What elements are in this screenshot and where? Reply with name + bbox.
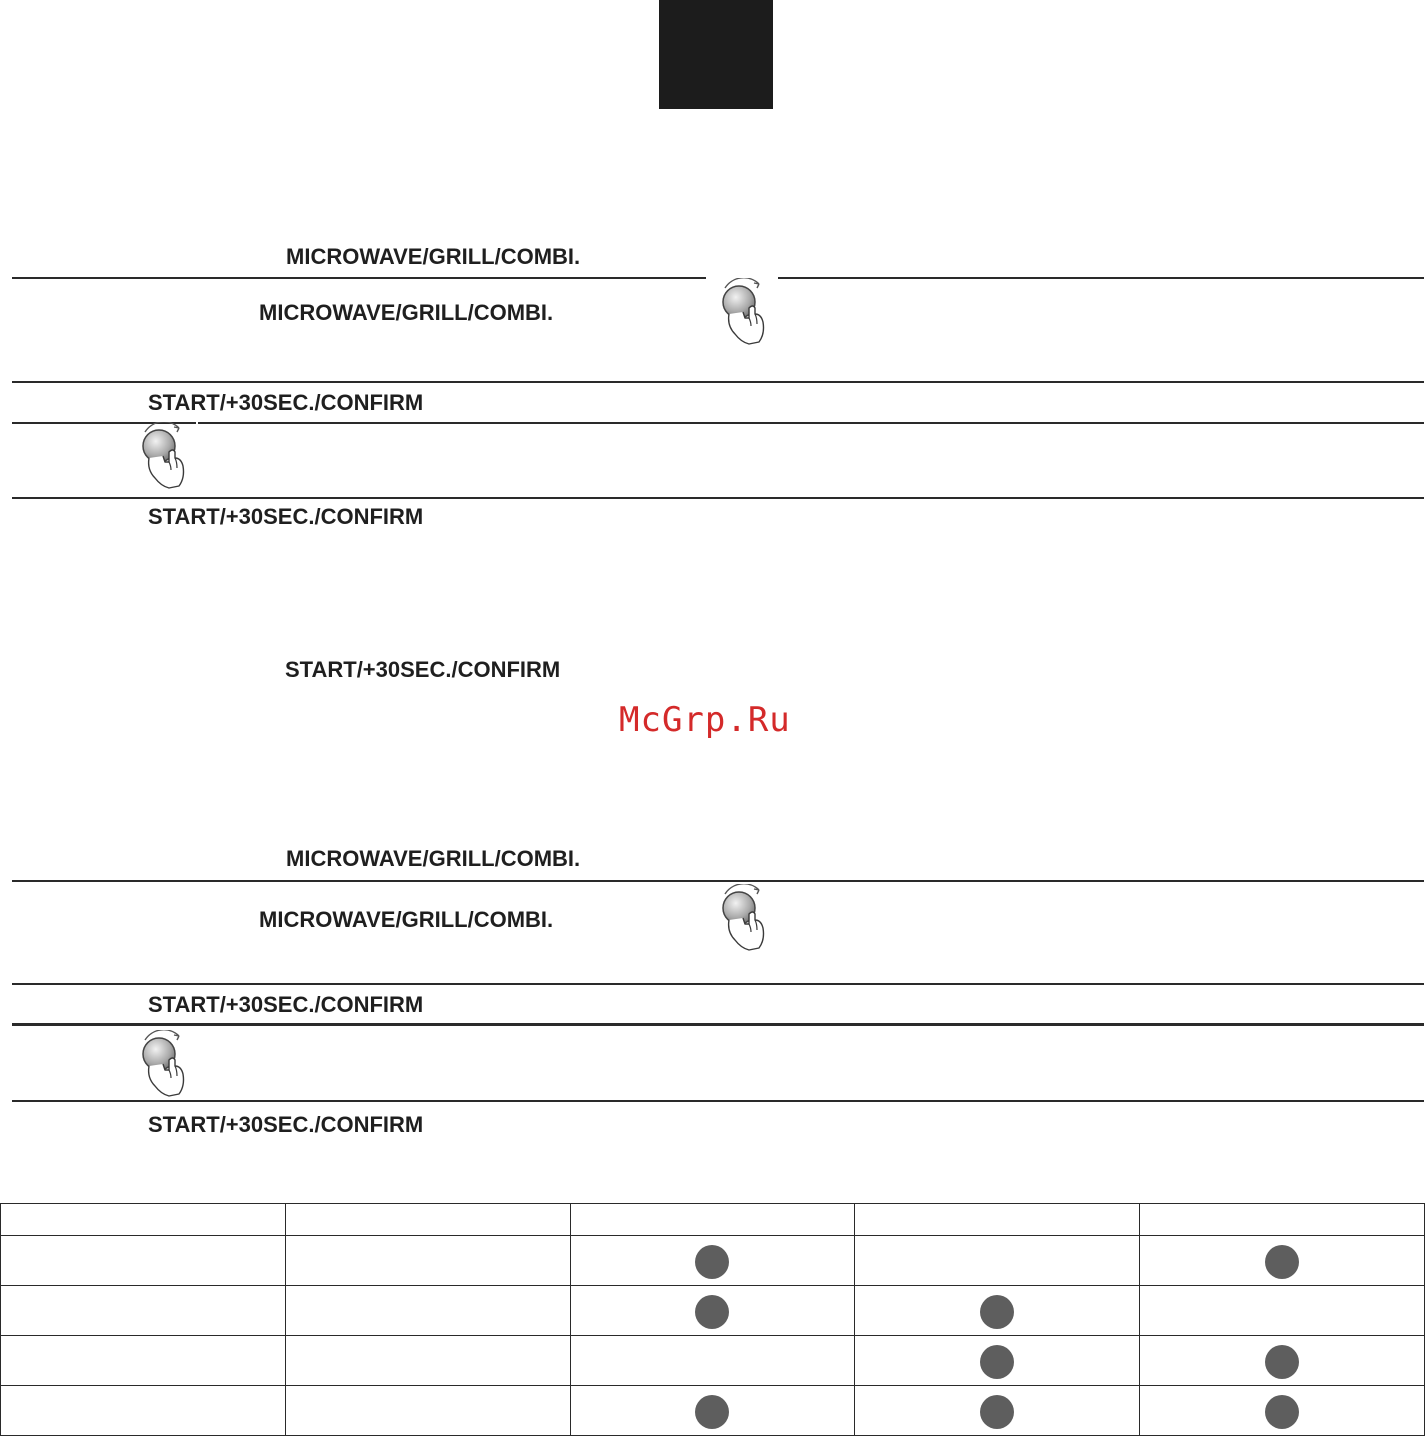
table-cell — [1, 1336, 286, 1386]
section1-step2-button-label: START/+30SEC./CONFIRM — [148, 390, 424, 415]
table-cell — [855, 1236, 1140, 1286]
section1-intro-button-label: MICROWAVE/GRILL/COMBI. — [286, 244, 581, 269]
table-cell — [285, 1286, 570, 1336]
mode-indicator-dot-icon — [695, 1395, 729, 1429]
table-cell — [285, 1386, 570, 1436]
table-cell — [1140, 1386, 1425, 1436]
divider — [778, 277, 1424, 279]
section2-intro-button-label: MICROWAVE/GRILL/COMBI. — [286, 846, 581, 871]
section2-step4-button-label: START/+30SEC./CONFIRM — [148, 1112, 424, 1137]
knob-turn-icon — [135, 422, 195, 494]
mode-indicator-dot-icon — [980, 1395, 1014, 1429]
table-cell — [570, 1386, 855, 1436]
watermark-text: McGrp.Ru — [619, 700, 791, 740]
table-cell — [855, 1286, 1140, 1336]
mode-indicator-dot-icon — [1265, 1245, 1299, 1279]
table-cell — [570, 1204, 855, 1236]
table-cell — [1140, 1286, 1425, 1336]
table-cell — [1140, 1336, 1425, 1386]
table-cell — [1140, 1204, 1425, 1236]
knob-turn-icon — [715, 884, 775, 956]
mode-indicator-dot-icon — [980, 1345, 1014, 1379]
section2-step2-button-label: START/+30SEC./CONFIRM — [148, 992, 424, 1017]
divider — [12, 381, 1424, 383]
table-cell — [1, 1236, 286, 1286]
divider — [12, 983, 1424, 985]
table-cell — [285, 1336, 570, 1386]
table-cell — [855, 1336, 1140, 1386]
table-row — [1, 1286, 1425, 1336]
section1-step4-button-label: START/+30SEC./CONFIRM — [148, 504, 424, 529]
table-cell — [1140, 1236, 1425, 1286]
knob-turn-icon — [135, 1030, 195, 1102]
mode-indicator-dot-icon — [695, 1245, 729, 1279]
mode-indicator-dot-icon — [1265, 1345, 1299, 1379]
table-cell — [1, 1386, 286, 1436]
mode-indicator-dot-icon — [980, 1295, 1014, 1329]
table-cell — [570, 1236, 855, 1286]
divider — [12, 497, 1424, 499]
table-cell — [285, 1204, 570, 1236]
mode-table — [0, 1203, 1425, 1436]
divider — [198, 422, 1424, 424]
divider — [12, 1100, 1424, 1102]
table-cell — [1, 1204, 286, 1236]
table-cell — [855, 1204, 1140, 1236]
table-row — [1, 1236, 1425, 1286]
mode-indicator-dot-icon — [695, 1295, 729, 1329]
section2-step1-button-label: MICROWAVE/GRILL/COMBI. — [259, 907, 554, 932]
table-row — [1, 1386, 1425, 1436]
divider — [12, 1023, 1424, 1026]
table-header-row — [1, 1204, 1425, 1236]
section1-step1-button-label: MICROWAVE/GRILL/COMBI. — [259, 300, 554, 325]
knob-turn-icon — [715, 278, 775, 350]
divider — [12, 880, 1424, 882]
divider — [12, 277, 706, 279]
table-cell — [570, 1286, 855, 1336]
table-cell — [1, 1286, 286, 1336]
table-cell — [285, 1236, 570, 1286]
table-cell — [570, 1336, 855, 1386]
table-row — [1, 1336, 1425, 1386]
mode-indicator-dot-icon — [1265, 1395, 1299, 1429]
page-tab-block — [659, 0, 773, 109]
section1-final-button-label: START/+30SEC./CONFIRM — [285, 657, 561, 682]
table-cell — [855, 1386, 1140, 1436]
